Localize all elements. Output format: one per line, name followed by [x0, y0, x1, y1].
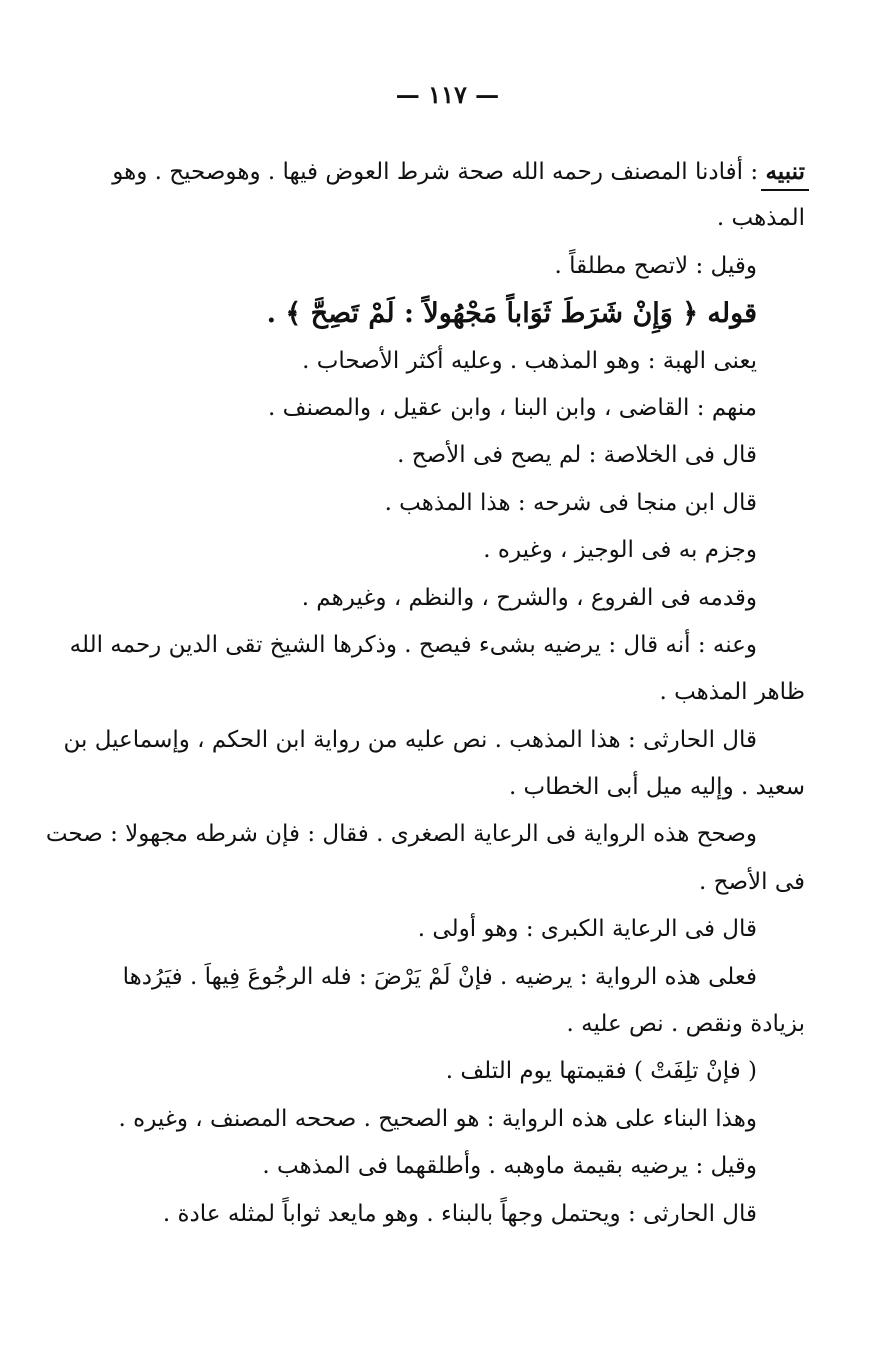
text-line: فعلى هذه الرواية : يرضيه . فإنْ لَمْ يَرْضَ : فله الرجُوعَ فِيهاَ . فيَرُدها [122, 963, 757, 990]
text-line: سعيد . وإليه ميل أبى الخطاب . [508, 774, 805, 801]
tanbih-heading: تنبيه [765, 148, 805, 195]
text-line: وقدمه فى الفروع ، والشرح ، والنظم ، وغيرهم . [301, 584, 757, 611]
text-line: فى الأصح . [699, 868, 805, 895]
text-line: وصحح هذه الرواية فى الرعاية الصغرى . فقال : فإن شرطه مجهولا : صحت [45, 821, 757, 848]
text-line: وقيل : لاتصح مطلقاً . [554, 252, 757, 279]
quoted-text-line: قوله ﴿ وَإِنْ شَرَطَ ثَوَاباً مَجْهُولاً : لَمْ تَصِحَّ ﴾ . [266, 298, 757, 330]
text-line: منهم : القاضى ، وابن البنا ، وابن عقيل ، والمصنف . [268, 394, 757, 421]
text-line: قال الحارثى : هذا المذهب . نص عليه من رواية ابن الحكم ، وإسماعيل بن [63, 726, 757, 753]
text-line: يعنى الهبة : وهو المذهب . وعليه أكثر الأصحاب . [302, 347, 757, 374]
text-line: وقيل : يرضيه بقيمة ماوهبه . وأطلقهما فى المذهب . [262, 1153, 757, 1180]
text-line: قال الحارثى : ويحتمل وجهاً بالبناء . وهو مايعد ثواباً لمثله عادة . [162, 1200, 757, 1227]
text-line: قال فى الخلاصة : لم يصح فى الأصح . [397, 442, 757, 469]
text-line: وهذا البناء على هذه الرواية : هو الصحيح . صححه المصنف ، وغيره . [118, 1105, 757, 1132]
text-line-content: : أفادنا المصنف رحمه الله صحة شرط العوض فيها . وهوصحيح . وهو [112, 159, 766, 185]
text-line: ظاهر المذهب . [659, 679, 805, 706]
page-number: — ١١٧ — [395, 80, 500, 109]
text-line: وجزم به فى الوجيز ، وغيره . [483, 537, 757, 564]
page-text-body [45, 148, 805, 1238]
text-line: بزيادة ونقص . نص عليه . [566, 1011, 805, 1038]
text-line: ( فإنْ تلِفَتْ ) فقيمتها يوم التلف . [445, 1058, 757, 1085]
text-line [112, 148, 805, 195]
text-line: المذهب . [716, 205, 805, 232]
text-line: قال ابن منجا فى شرحه : هذا المذهب . [384, 489, 757, 516]
text-line: قال فى الرعاية الكبرى : وهو أولى . [417, 916, 757, 943]
text-line: وعنه : أنه قال : يرضيه بشىء فيصح . وذكرها الشيخ تقى الدين رحمه الله [69, 631, 757, 658]
